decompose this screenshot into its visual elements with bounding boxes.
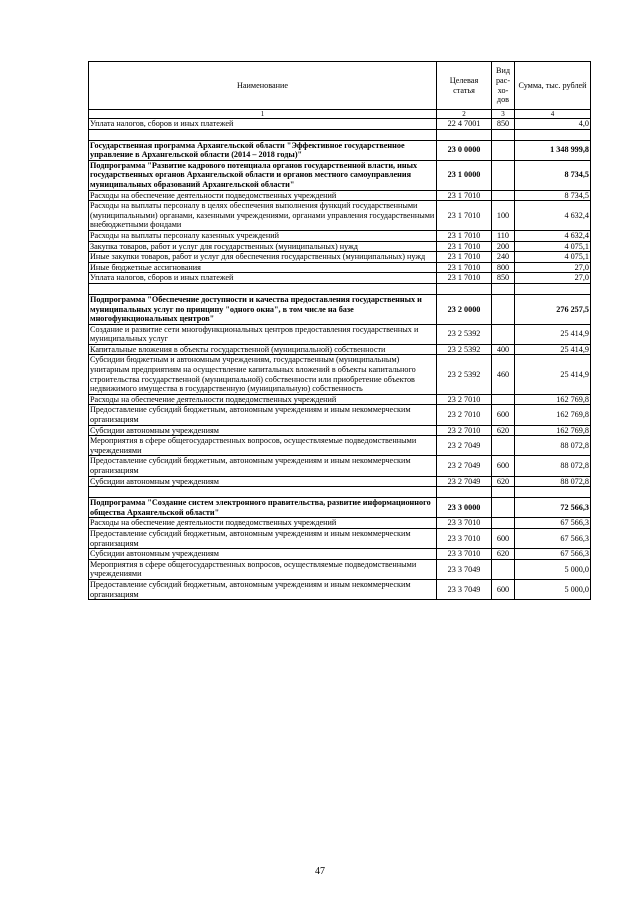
row-expense-type (492, 160, 515, 190)
row-article: 23 2 7010 (437, 394, 492, 405)
row-sum: 25 414,9 (515, 344, 591, 355)
row-name: Расходы на выплаты персоналу казенных учреждений (89, 230, 437, 241)
row-article: 23 1 0000 (437, 160, 492, 190)
row-sum: 88 072,8 (515, 456, 591, 476)
table-row (89, 559, 591, 579)
row-article: 23 1 7010 (437, 190, 492, 201)
row-name: Подпрограмма "Развитие кадрового потенциала органов государственной власти, иных государственных органов Архангельской области и органов местного самоуправления муниципальных образований Архангельской области" (89, 160, 437, 190)
table-row (89, 394, 591, 405)
row-expense-type: 600 (492, 528, 515, 548)
row-expense-type (492, 140, 515, 160)
row-article: 23 2 7049 (437, 436, 492, 456)
spacer-cell (89, 283, 437, 294)
row-expense-type: 200 (492, 241, 515, 252)
row-sum: 88 072,8 (515, 436, 591, 456)
row-article: 23 1 7010 (437, 230, 492, 241)
table-row (89, 405, 591, 425)
row-name: Закупка товаров, работ и услуг для государственных (муниципальных) нужд (89, 241, 437, 252)
row-expense-type (492, 190, 515, 201)
row-name: Субсидии автономным учреждениям (89, 549, 437, 560)
row-expense-type (492, 294, 515, 324)
row-expense-type: 850 (492, 273, 515, 284)
table-row (89, 119, 591, 130)
row-expense-type: 800 (492, 262, 515, 273)
row-article: 23 1 7010 (437, 201, 492, 231)
row-name: Предоставление субсидий бюджетным, автономным учреждениям и иным некоммерческим организациям (89, 456, 437, 476)
row-article: 23 2 0000 (437, 294, 492, 324)
program-row (89, 498, 591, 518)
row-sum: 67 566,3 (515, 518, 591, 529)
row-expense-type (492, 559, 515, 579)
row-sum: 25 414,9 (515, 324, 591, 344)
table-row (89, 518, 591, 529)
spacer-cell (89, 129, 437, 140)
row-sum: 5 000,0 (515, 579, 591, 599)
table-row (89, 528, 591, 548)
table-body (89, 119, 591, 600)
row-expense-type (492, 498, 515, 518)
row-expense-type: 110 (492, 230, 515, 241)
table-row (89, 201, 591, 231)
row-sum: 4 632,4 (515, 201, 591, 231)
header-article: Целевая статья (437, 62, 492, 110)
row-sum: 4,0 (515, 119, 591, 130)
spacer-cell (492, 129, 515, 140)
table-row (89, 324, 591, 344)
table-row (89, 241, 591, 252)
row-expense-type (492, 518, 515, 529)
row-sum: 88 072,8 (515, 476, 591, 487)
row-expense-type: 460 (492, 355, 515, 394)
table-row (89, 252, 591, 263)
row-article: 23 3 7010 (437, 528, 492, 548)
row-article: 23 2 7010 (437, 405, 492, 425)
table-row (89, 190, 591, 201)
row-sum: 27,0 (515, 273, 591, 284)
row-name: Подпрограмма "Создание систем электронного правительства, развитие информационного общества Архангельской области" (89, 498, 437, 518)
column-number-row (89, 110, 591, 119)
table-row (89, 456, 591, 476)
table-header-row (89, 62, 591, 110)
page-number: 47 (315, 866, 325, 877)
spacer-cell (515, 129, 591, 140)
column-number: 1 (89, 110, 437, 119)
row-article: 23 2 7049 (437, 456, 492, 476)
table-row (89, 355, 591, 394)
row-article: 23 1 7010 (437, 262, 492, 273)
row-article: 23 2 5392 (437, 344, 492, 355)
spacer-cell (492, 487, 515, 498)
row-name: Субсидии бюджетным и автономным учреждениям, государственным (муниципальным) унитарным предприятиям на осуществление капитальных вложений в объекты капитального строительства государственной (муниципальной) собственности или приобретение объектов недвижимого имущества в государственную (муниципальную) собственность (89, 355, 437, 394)
row-sum: 162 769,8 (515, 405, 591, 425)
column-number: 3 (492, 110, 515, 119)
row-expense-type: 600 (492, 456, 515, 476)
row-article: 23 1 7010 (437, 252, 492, 263)
row-expense-type: 240 (492, 252, 515, 263)
header-expense-type: Вид рас-хо-дов (492, 62, 515, 110)
row-sum: 4 632,4 (515, 230, 591, 241)
row-sum: 27,0 (515, 262, 591, 273)
row-sum: 162 769,8 (515, 425, 591, 436)
row-sum: 4 075,1 (515, 241, 591, 252)
row-article: 23 2 7049 (437, 476, 492, 487)
spacer-cell (437, 129, 492, 140)
row-sum: 8 734,5 (515, 190, 591, 201)
budget-table (88, 61, 591, 600)
row-article: 23 1 7010 (437, 273, 492, 284)
program-row (89, 294, 591, 324)
spacer-cell (437, 283, 492, 294)
row-name: Мероприятия в сфере общегосударственных вопросов, осуществляемые подведомственными учреждениями (89, 559, 437, 579)
row-name: Предоставление субсидий бюджетным, автономным учреждениям и иным некоммерческим организациям (89, 405, 437, 425)
row-expense-type: 620 (492, 476, 515, 487)
row-sum: 72 566,3 (515, 498, 591, 518)
row-name: Уплата налогов, сборов и иных платежей (89, 273, 437, 284)
row-article: 23 3 7049 (437, 559, 492, 579)
row-expense-type: 620 (492, 425, 515, 436)
row-expense-type (492, 436, 515, 456)
row-name: Предоставление субсидий бюджетным, автономным учреждениям и иным некоммерческим организациям (89, 528, 437, 548)
row-sum: 4 075,1 (515, 252, 591, 263)
row-name: Расходы на обеспечение деятельности подведомственных учреждений (89, 190, 437, 201)
row-name: Предоставление субсидий бюджетным, автономным учреждениям и иным некоммерческим организациям (89, 579, 437, 599)
column-number: 4 (515, 110, 591, 119)
header-name: Наименование (89, 62, 437, 110)
program-row (89, 160, 591, 190)
row-name: Государственная программа Архангельской области "Эффективное государственное управление в Архангельской области (2014 – 2018 годы)" (89, 140, 437, 160)
row-name: Расходы на обеспечение деятельности подведомственных учреждений (89, 518, 437, 529)
row-name: Капитальные вложения в объекты государственной (муниципальной) собственности (89, 344, 437, 355)
row-article: 23 2 7010 (437, 425, 492, 436)
table-row (89, 273, 591, 284)
row-name: Расходы на выплаты персоналу в целях обеспечения выполнения функций государственными (муниципальными) органами, казенными учреждениями, органами управления государственными внебюджетными фондами (89, 201, 437, 231)
row-name: Иные закупки товаров, работ и услуг для обеспечения государственных (муниципальных) нужд (89, 252, 437, 263)
row-name: Иные бюджетные ассигнования (89, 262, 437, 273)
row-expense-type: 600 (492, 405, 515, 425)
row-sum: 162 769,8 (515, 394, 591, 405)
row-sum: 25 414,9 (515, 355, 591, 394)
row-expense-type: 600 (492, 579, 515, 599)
table-row (89, 425, 591, 436)
row-expense-type (492, 324, 515, 344)
row-sum: 8 734,5 (515, 160, 591, 190)
spacer-row (89, 283, 591, 294)
spacer-cell (437, 487, 492, 498)
spacer-row (89, 487, 591, 498)
header-sum: Сумма, тыс. рублей (515, 62, 591, 110)
row-expense-type: 620 (492, 549, 515, 560)
table-row (89, 579, 591, 599)
program-row (89, 140, 591, 160)
row-sum: 5 000,0 (515, 559, 591, 579)
table-row (89, 344, 591, 355)
row-expense-type (492, 394, 515, 405)
table-row (89, 230, 591, 241)
row-sum: 276 257,5 (515, 294, 591, 324)
spacer-row (89, 129, 591, 140)
column-number: 2 (437, 110, 492, 119)
row-name: Подпрограмма "Обеспечение доступности и качества предоставления государственных и муниципальных услуг по принципу "одного окна", в том числе на базе многофункциональных центров" (89, 294, 437, 324)
spacer-cell (89, 487, 437, 498)
row-article: 23 3 7049 (437, 579, 492, 599)
table-row (89, 476, 591, 487)
row-article: 23 0 0000 (437, 140, 492, 160)
row-name: Расходы на обеспечение деятельности подведомственных учреждений (89, 394, 437, 405)
row-name: Мероприятия в сфере общегосударственных вопросов, осуществляемые подведомственными учреждениями (89, 436, 437, 456)
row-name: Уплата налогов, сборов и иных платежей (89, 119, 437, 130)
row-article: 23 3 7010 (437, 518, 492, 529)
row-sum: 67 566,3 (515, 528, 591, 548)
row-sum: 1 348 999,8 (515, 140, 591, 160)
row-article: 23 2 5392 (437, 324, 492, 344)
row-sum: 67 566,3 (515, 549, 591, 560)
row-expense-type: 100 (492, 201, 515, 231)
table-row (89, 549, 591, 560)
row-article: 23 3 0000 (437, 498, 492, 518)
spacer-cell (515, 283, 591, 294)
row-article: 23 1 7010 (437, 241, 492, 252)
table-row (89, 436, 591, 456)
row-expense-type: 400 (492, 344, 515, 355)
spacer-cell (492, 283, 515, 294)
spacer-cell (515, 487, 591, 498)
row-expense-type: 850 (492, 119, 515, 130)
row-article: 23 2 5392 (437, 355, 492, 394)
row-name: Создание и развитие сети многофункциональных центров предоставления государственных и муниципальных услуг (89, 324, 437, 344)
row-article: 22 4 7001 (437, 119, 492, 130)
row-name: Субсидии автономным учреждениям (89, 476, 437, 487)
table-row (89, 262, 591, 273)
row-article: 23 3 7010 (437, 549, 492, 560)
row-name: Субсидии автономным учреждениям (89, 425, 437, 436)
